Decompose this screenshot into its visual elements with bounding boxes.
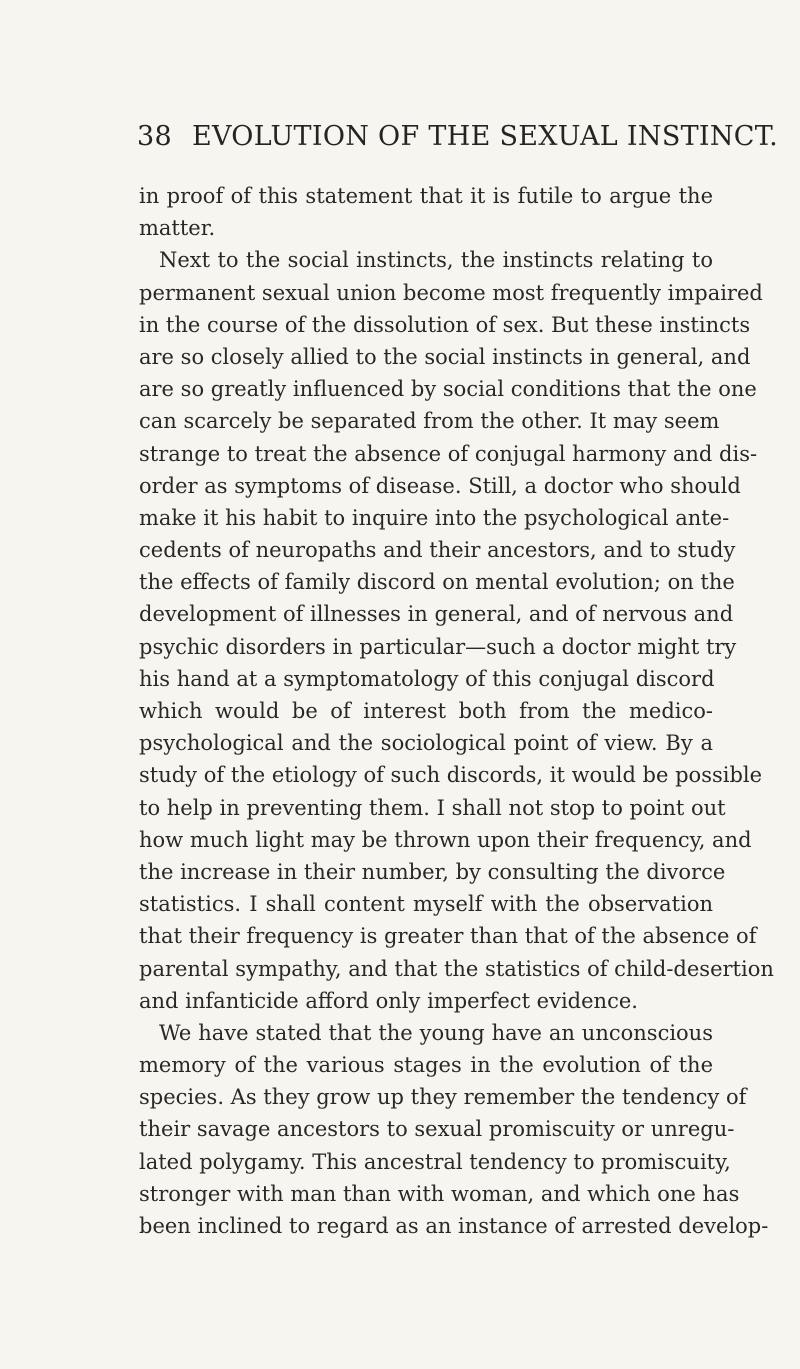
text-line: are so closely allied to the social instincts in general, and <box>139 344 751 369</box>
text-line: his hand at a symptomatology of this conjugal discord <box>139 666 715 691</box>
text-line: strange to treat the absence of conjugal harmony and dis- <box>139 441 758 466</box>
text-line: psychic disorders in particular—such a doctor might try <box>139 634 737 659</box>
text-line: statistics. I shall content myself with the observation <box>139 892 713 917</box>
text-line: memory of the various stages in the evolution of the <box>139 1053 713 1078</box>
text-line: parental sympathy, and that the statistics of child-desertion <box>139 956 774 981</box>
text-line: We have stated that the young have an unconscious <box>159 1020 713 1045</box>
text-line: lated polygamy. This ancestral tendency to promiscuity, <box>139 1149 731 1174</box>
text-line: how much light may be thrown upon their frequency, and <box>139 827 752 852</box>
text-line: make it his habit to inquire into the psychological ante- <box>139 505 730 530</box>
text-line: stronger with man than with woman, and which one has <box>139 1181 740 1206</box>
running-head <box>137 112 778 162</box>
text-line: in proof of this statement that it is futile to argue the <box>139 184 713 208</box>
text-line: in the course of the dissolution of sex. But these instincts <box>139 312 751 337</box>
text-line: development of illnesses in general, and of nervous and <box>139 602 734 627</box>
page-number: 38 <box>137 121 172 152</box>
text-line: are so greatly influenced by social conditions that the one <box>139 377 757 402</box>
text-line: to help in preventing them. I shall not stop to point out <box>139 795 726 820</box>
text-line: the increase in their number, by consulting the divorce <box>139 859 726 884</box>
running-title: EVOLUTION OF THE SEXUAL INSTINCT. <box>191 121 778 152</box>
text-line: Next to the social instincts, the instincts relating to <box>159 248 713 273</box>
text-line: which would be of interest both from the medico- <box>139 699 713 723</box>
text-line: and infanticide afford only imperfect evidence. <box>139 988 638 1013</box>
text-line: matter. <box>139 216 216 241</box>
text-line: their savage ancestors to sexual promiscuity or unregu- <box>139 1117 735 1142</box>
text-line: cedents of neuropaths and their ancestors, and to study <box>139 538 736 563</box>
body-text <box>139 180 774 1242</box>
text-line: the effects of family discord on mental evolution; on the <box>139 570 735 595</box>
text-line: psychological and the sociological point of view. By a <box>139 731 713 756</box>
text-line: been inclined to regard as an instance of arrested develop- <box>139 1214 769 1238</box>
text-line: that their frequency is greater than that of the absence of <box>139 924 757 949</box>
text-line: order as symptoms of disease. Still, a doctor who should <box>139 473 741 498</box>
text-line: study of the etiology of such discords, it would be possible <box>139 763 763 788</box>
text-line: can scarcely be separated from the other. It may seem <box>139 409 720 434</box>
text-line: permanent sexual union become most frequently impaired <box>139 280 763 305</box>
text-line: species. As they grow up they remember the tendency of <box>139 1085 747 1110</box>
